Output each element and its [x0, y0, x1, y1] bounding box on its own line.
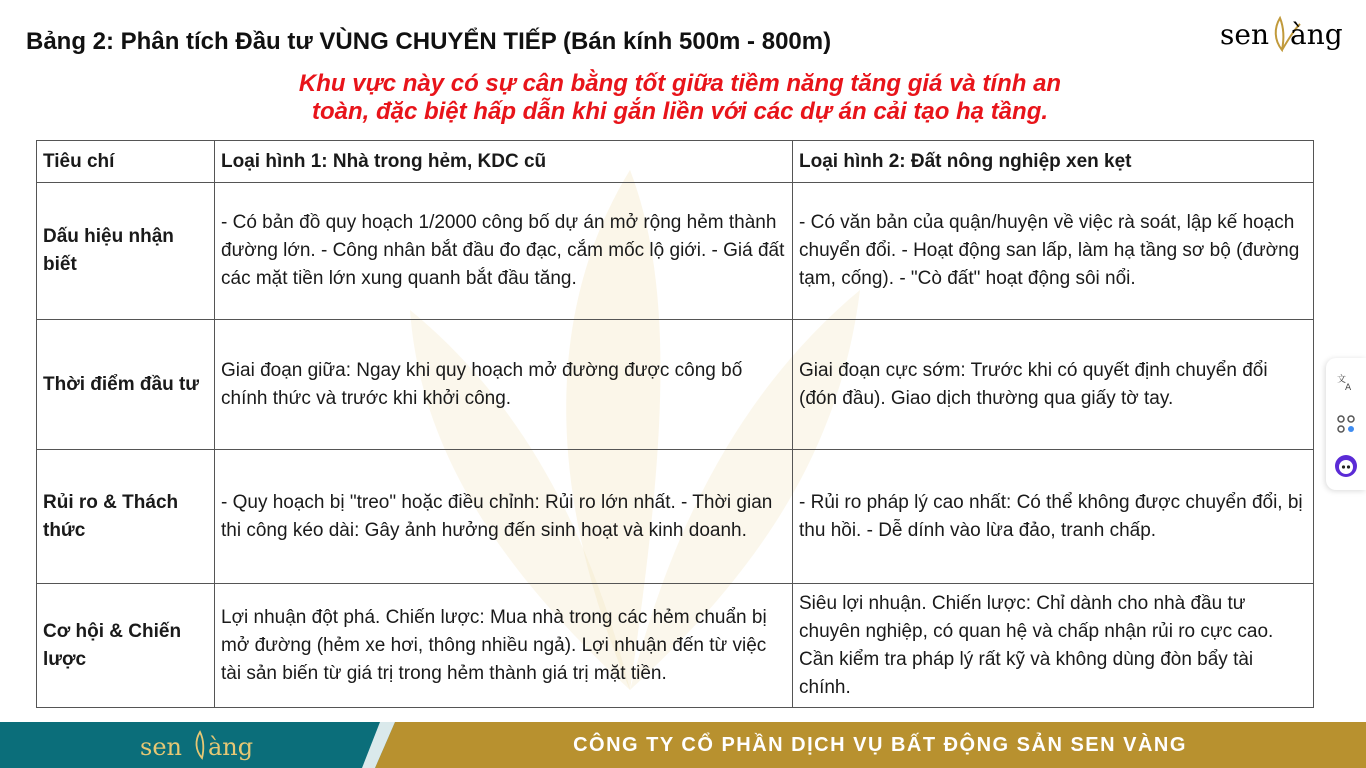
type2-cell: - Rủi ro pháp lý cao nhất: Có thể không được chuyển đổi, bị thu hồi. - Dễ dính vào lừa đảo, tranh chấp. [793, 450, 1314, 584]
type2-cell: - Có văn bản của quận/huyện về việc rà soát, lập kế hoạch chuyển đổi. - Hoạt động san lấp, làm hạ tầng sơ bộ (đường tạm, cống). - "Cò đất" hoạt động sôi nổi. [793, 183, 1314, 320]
footer-logo-panel [0, 722, 395, 768]
table-row [37, 450, 1314, 584]
type1-cell: Lợi nhuận đột phá. Chiến lược: Mua nhà trong các hẻm chuẩn bị mở đường (hẻm xe hơi, thông nhiều ngả). Lợi nhuận đến từ việc tài sản biến từ giá trị trong hẻm thành giá trị mặt tiền. [215, 584, 793, 708]
footer-logo-right: àng [208, 733, 254, 761]
side-toolbar [1326, 358, 1366, 490]
criterion-cell: Dấu hiệu nhận biết [37, 183, 215, 320]
table-row [37, 183, 1314, 320]
assistant-icon[interactable] [1334, 454, 1358, 478]
table-row [37, 584, 1314, 708]
analysis-table [36, 140, 1314, 708]
page-title: Bảng 2: Phân tích Đầu tư VÙNG CHUYỂN TIẾP (Bán kính 500m - 800m) [26, 28, 832, 55]
criterion-cell: Cơ hội & Chiến lược [37, 584, 215, 708]
type1-cell: - Có bản đồ quy hoạch 1/2000 công bố dự án mở rộng hẻm thành đường lớn. - Công nhân bắt đầu đo đạc, cắm mốc lộ giới. - Giá đất các mặt tiền lớn xung quanh bắt đầu tăng. [215, 183, 793, 320]
type1-cell: - Quy hoạch bị "treo" hoặc điều chỉnh: Rủi ro lớn nhất. - Thời gian thi công kéo dài: Gây ảnh hưởng đến sinh hoạt và kinh doanh. [215, 450, 793, 584]
table-header-row [37, 141, 1314, 183]
company-name: CÔNG TY CỔ PHẦN DỊCH VỤ BẤT ĐỘNG SẢN SEN VÀNG [573, 734, 1187, 756]
type1-cell: Giai đoạn giữa: Ngay khi quy hoạch mở đường được công bố chính thức và trước khi khởi công. [215, 320, 793, 450]
header-type1: Loại hình 1: Nhà trong hẻm, KDC cũ [215, 141, 793, 183]
svg-text:文: 文 [1337, 375, 1347, 385]
criterion-cell: Rủi ro & Thách thức [37, 450, 215, 584]
svg-text:A: A [1345, 383, 1352, 392]
logo-text-left: sen [1220, 18, 1269, 51]
subtitle-line-1: Khu vực này có sự cân bằng tốt giữa tiềm năng tăng giá và tính an [298, 70, 1062, 97]
translate-icon[interactable] [1334, 370, 1358, 394]
header-type2: Loại hình 2: Đất nông nghiệp xen kẹt [793, 141, 1314, 183]
table-row [37, 320, 1314, 450]
apps-icon[interactable] [1334, 412, 1358, 436]
header-criterion: Tiêu chí [37, 141, 215, 183]
subtitle [190, 70, 1170, 126]
footer-bar [0, 722, 1366, 768]
criterion-cell: Thời điểm đầu tư [37, 320, 215, 450]
type2-cell: Siêu lợi nhuận. Chiến lược: Chỉ dành cho nhà đầu tư chuyên nghiệp, có quan hệ và chấp nhận rủi ro cực cao. Cần kiểm tra pháp lý rất kỹ và không dùng đòn bẩy tài chính. [793, 584, 1314, 708]
subtitle-line-2: toàn, đặc biệt hấp dẫn khi gắn liền với các dự án cải tạo hạ tầng. [311, 98, 1049, 125]
logo-text-right: àng [1290, 18, 1343, 51]
footer-logo-left: sen [140, 733, 182, 761]
sen-vang-logo [1218, 10, 1358, 54]
type2-cell: Giai đoạn cực sớm: Trước khi có quyết định chuyển đổi (đón đầu). Giao dịch thường qua giấy tờ tay. [793, 320, 1314, 450]
